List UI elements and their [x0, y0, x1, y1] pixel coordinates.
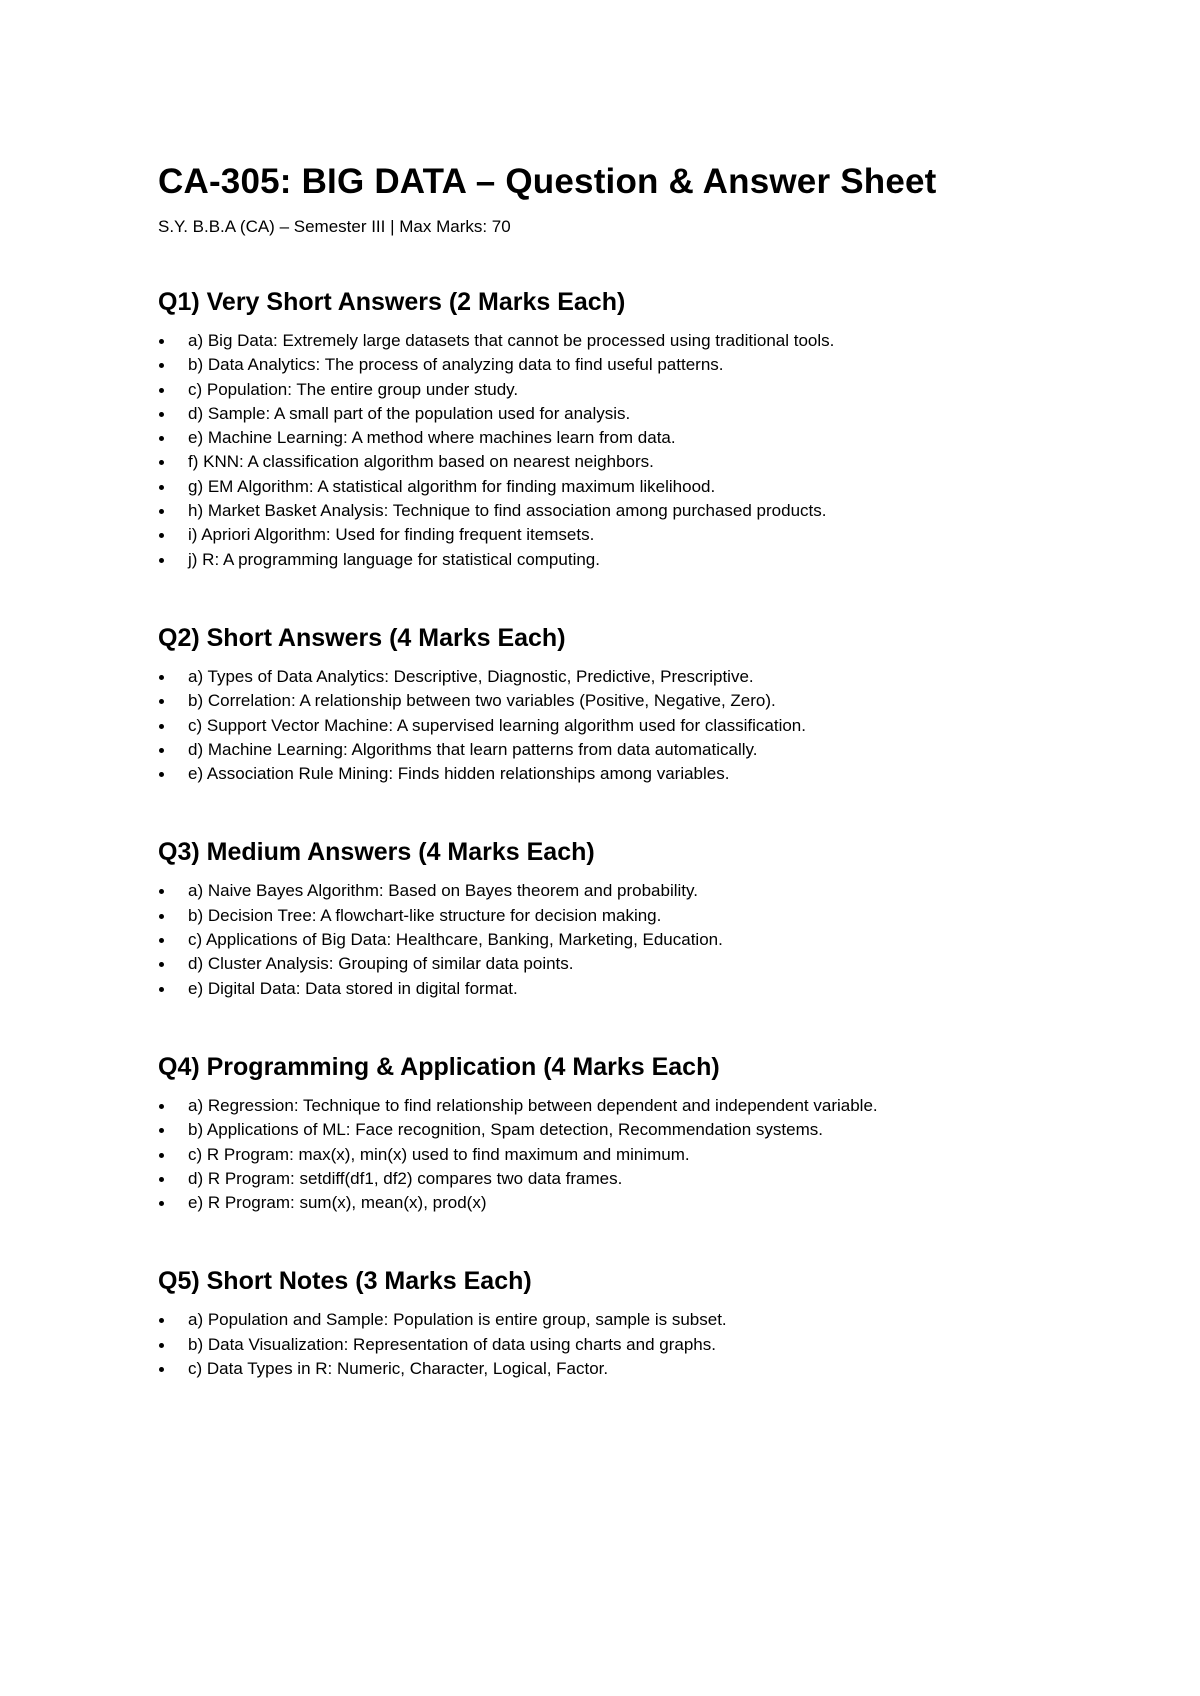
list-item	[158, 1308, 1058, 1332]
bullet-icon	[159, 485, 164, 490]
list-item	[158, 426, 1058, 450]
list-item	[158, 1094, 1058, 1118]
list-item	[158, 977, 1058, 1001]
answer-text: f) KNN: A classification algorithm based on nearest neighbors.	[188, 452, 654, 472]
list-item	[158, 689, 1058, 713]
answer-text: i) Apriori Algorithm: Used for finding frequent itemsets.	[188, 525, 595, 545]
list-item	[158, 1143, 1058, 1167]
bullet-icon	[159, 914, 164, 919]
list-item	[158, 1118, 1058, 1142]
list-item	[158, 665, 1058, 689]
list-item	[158, 1357, 1058, 1381]
section-heading: Q5) Short Notes (3 Marks Each)	[158, 1267, 532, 1296]
list-item	[158, 904, 1058, 928]
bullet-icon	[159, 987, 164, 992]
bullet-icon	[159, 1318, 164, 1323]
bullet-icon	[159, 962, 164, 967]
bullet-icon	[159, 436, 164, 441]
answer-text: e) Association Rule Mining: Finds hidden relationships among variables.	[188, 764, 730, 784]
list-item	[158, 1191, 1058, 1215]
bullet-icon	[159, 1343, 164, 1348]
answer-text: g) EM Algorithm: A statistical algorithm for finding maximum likelihood.	[188, 476, 716, 496]
answer-text: b) Correlation: A relationship between two variables (Positive, Negative, Zero).	[188, 691, 776, 711]
list-item	[158, 353, 1058, 377]
list-item	[158, 475, 1058, 499]
list-item	[158, 378, 1058, 402]
list-item	[158, 548, 1058, 572]
section-heading: Q3) Medium Answers (4 Marks Each)	[158, 838, 595, 867]
bullet-icon	[159, 1104, 164, 1109]
bullet-icon	[159, 772, 164, 777]
bullet-icon	[159, 1177, 164, 1182]
answer-text: c) Applications of Big Data: Healthcare, Banking, Marketing, Education.	[188, 930, 723, 950]
answer-list	[158, 665, 1058, 786]
answer-text: h) Market Basket Analysis: Technique to find association among purchased products.	[188, 501, 827, 521]
answer-text: a) Naive Bayes Algorithm: Based on Bayes theorem and probability.	[188, 881, 698, 901]
bullet-icon	[159, 699, 164, 704]
answer-text: d) Sample: A small part of the population used for analysis.	[188, 403, 631, 423]
answer-text: b) Data Analytics: The process of analyzing data to find useful patterns.	[188, 355, 724, 375]
answer-text: b) Decision Tree: A flowchart-like structure for decision making.	[188, 905, 662, 925]
answer-text: a) Population and Sample: Population is entire group, sample is subset.	[188, 1310, 727, 1330]
bullet-icon	[159, 558, 164, 563]
answer-text: e) R Program: sum(x), mean(x), prod(x)	[188, 1193, 487, 1213]
bullet-icon	[159, 533, 164, 538]
list-item	[158, 714, 1058, 738]
answer-text: a) Big Data: Extremely large datasets that cannot be processed using traditional tools.	[188, 331, 835, 350]
section-q3	[158, 835, 1058, 1000]
bullet-icon	[159, 1153, 164, 1158]
answer-text: c) Population: The entire group under study.	[188, 379, 519, 399]
bullet-icon	[159, 363, 164, 368]
bullet-icon	[159, 339, 164, 344]
bullet-icon	[159, 460, 164, 465]
bullet-icon	[159, 724, 164, 729]
answer-text: c) Support Vector Machine: A supervised learning algorithm used for classification.	[188, 715, 806, 735]
answer-text: e) Digital Data: Data stored in digital format.	[188, 978, 518, 998]
bullet-icon	[159, 748, 164, 753]
section-q2	[158, 621, 1058, 786]
bullet-icon	[159, 509, 164, 514]
answer-text: d) Cluster Analysis: Grouping of similar data points.	[188, 954, 574, 974]
list-item	[158, 738, 1058, 762]
list-item	[158, 928, 1058, 952]
list-item	[158, 402, 1058, 426]
section-heading: Q4) Programming & Application (4 Marks Each)	[158, 1052, 720, 1081]
document-page	[158, 158, 1058, 1381]
list-item	[158, 762, 1058, 786]
section-heading: Q1) Very Short Answers (2 Marks Each)	[158, 288, 626, 316]
list-item	[158, 450, 1058, 474]
answer-text: a) Regression: Technique to find relationship between dependent and independent variable.	[188, 1095, 878, 1115]
answer-text: d) Machine Learning: Algorithms that learn patterns from data automatically.	[188, 739, 758, 759]
bullet-icon	[159, 889, 164, 894]
list-item	[158, 523, 1058, 547]
bullet-icon	[159, 388, 164, 393]
answer-text: c) R Program: max(x), min(x) used to find maximum and minimum.	[188, 1144, 690, 1164]
section-q4	[158, 1050, 1058, 1215]
list-item	[158, 1333, 1058, 1357]
document-title: CA-305: BIG DATA – Question & Answer Sheet	[158, 162, 937, 201]
answer-text: c) Data Types in R: Numeric, Character, Logical, Factor.	[188, 1359, 609, 1379]
bullet-icon	[159, 1367, 164, 1372]
list-item	[158, 952, 1058, 976]
answer-list	[158, 1308, 1058, 1381]
document-subtitle: S.Y. B.B.A (CA) – Semester III | Max Marks: 70	[158, 217, 511, 236]
answer-text: j) R: A programming language for statistical computing.	[188, 549, 600, 569]
section-q1	[158, 285, 1058, 572]
bullet-icon	[159, 1201, 164, 1206]
answer-list	[158, 879, 1058, 1000]
answer-list	[158, 1094, 1058, 1215]
answer-text: d) R Program: setdiff(df1, df2) compares two data frames.	[188, 1168, 623, 1188]
section-heading: Q2) Short Answers (4 Marks Each)	[158, 623, 566, 652]
section-q5	[158, 1264, 1058, 1381]
answer-text: a) Types of Data Analytics: Descriptive, Diagnostic, Predictive, Prescriptive.	[188, 666, 754, 686]
list-item	[158, 879, 1058, 903]
bullet-icon	[159, 938, 164, 943]
list-item	[158, 1167, 1058, 1191]
answer-text: e) Machine Learning: A method where machines learn from data.	[188, 428, 676, 448]
bullet-icon	[159, 675, 164, 680]
bullet-icon	[159, 412, 164, 417]
bullet-icon	[159, 1128, 164, 1133]
answer-list	[158, 329, 1058, 572]
list-item	[158, 499, 1058, 523]
answer-text: b) Applications of ML: Face recognition, Spam detection, Recommendation systems.	[188, 1120, 823, 1140]
list-item	[158, 329, 1058, 353]
answer-text: b) Data Visualization: Representation of data using charts and graphs.	[188, 1334, 716, 1354]
